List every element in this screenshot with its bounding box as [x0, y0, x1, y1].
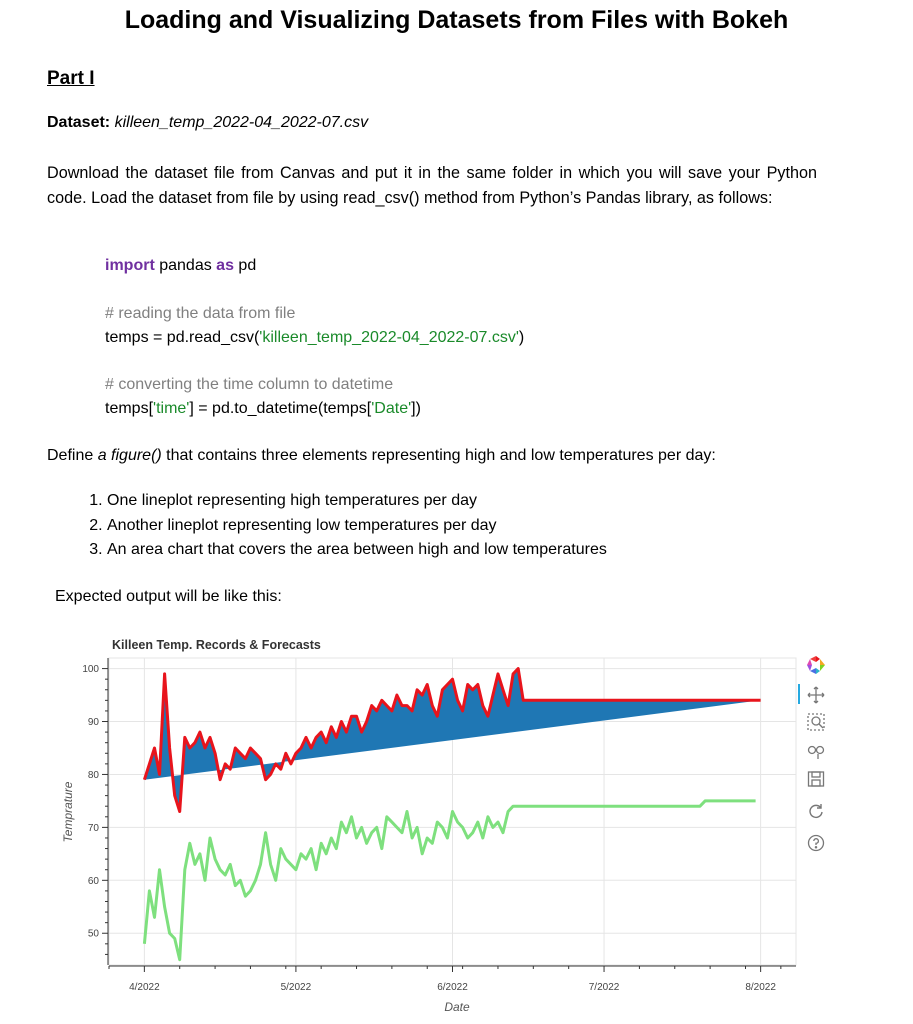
section-heading: Part I — [47, 68, 95, 89]
code-text: pd — [233, 257, 257, 274]
dataset-filename: killeen_temp_2022-04_2022-07.csv — [114, 114, 369, 131]
code-text: ) — [518, 329, 525, 346]
y-axis-ticks — [82, 664, 108, 954]
y-tick-label: 100 — [82, 664, 99, 676]
y-axis-label: Temprature — [61, 781, 75, 843]
code-comment: # converting the time column to datetime — [105, 376, 394, 393]
define-emphasis: a figure() — [97, 447, 162, 464]
x-tick-label: 8/2022 — [745, 982, 776, 993]
define-text: that contains three elements representing high and low temperatures per day: — [161, 447, 716, 464]
list-item: 1. One lineplot representing high temperatures per day — [107, 489, 607, 514]
code-text: temps[ — [105, 400, 154, 417]
y-tick-label: 80 — [87, 769, 99, 781]
box-zoom-tool-icon[interactable] — [805, 711, 827, 733]
define-text: Define — [47, 447, 98, 464]
list-item: 2. Another lineplot representing low temperatures per day — [107, 514, 607, 539]
y-tick-label: 70 — [87, 822, 99, 834]
intro-paragraph: Download the dataset file from Canvas and put it in the same folder in which you will save your Python code. Load the dataset from file by using read_csv() method from Python’s Pandas library, as follows: — [47, 164, 817, 207]
y-tick-label: 90 — [87, 717, 99, 729]
list-item: 3. An area chart that covers the area between high and low temperatures — [107, 538, 607, 563]
code-keyword: as — [216, 257, 234, 274]
chart-title: Killeen Temp. Records & Forecasts — [112, 638, 321, 652]
code-comment: # reading the data from file — [105, 305, 296, 322]
active-tool-indicator — [798, 684, 800, 704]
x-tick-label: 6/2022 — [437, 982, 468, 993]
code-text: temps = pd.read_csv( — [105, 329, 260, 346]
y-tick-label: 50 — [87, 928, 99, 940]
code-string: 'Date' — [371, 400, 412, 417]
x-tick-label: 5/2022 — [280, 982, 312, 993]
code-keyword: import — [105, 257, 155, 274]
help-tool-icon[interactable] — [805, 832, 827, 854]
page-title: Loading and Visualizing Datasets from Files with Bokeh — [124, 6, 789, 34]
reset-tool-icon[interactable] — [805, 800, 827, 822]
dataset-label: Dataset: — [47, 114, 111, 131]
y-tick-label: 60 — [87, 875, 99, 887]
pan-tool-icon[interactable] — [805, 684, 827, 706]
x-tick-label: 7/2022 — [588, 982, 620, 993]
code-text: ]) — [411, 400, 421, 417]
wheel-zoom-tool-icon[interactable] — [805, 740, 827, 762]
x-axis-label: Date — [444, 1000, 470, 1014]
code-text: ] = pd.to_datetime(temps[ — [189, 400, 372, 417]
bokeh-logo-icon[interactable] — [805, 654, 827, 676]
x-tick-label: 4/2022 — [129, 982, 160, 993]
code-string: 'killeen_temp_2022-04_2022-07.csv' — [259, 329, 519, 346]
expected-output-label: Expected output will be like this: — [55, 588, 282, 605]
x-axis-ticks — [109, 966, 781, 993]
save-tool-icon[interactable] — [805, 768, 827, 790]
code-text: pandas — [154, 257, 217, 274]
code-string: 'time' — [153, 400, 190, 417]
